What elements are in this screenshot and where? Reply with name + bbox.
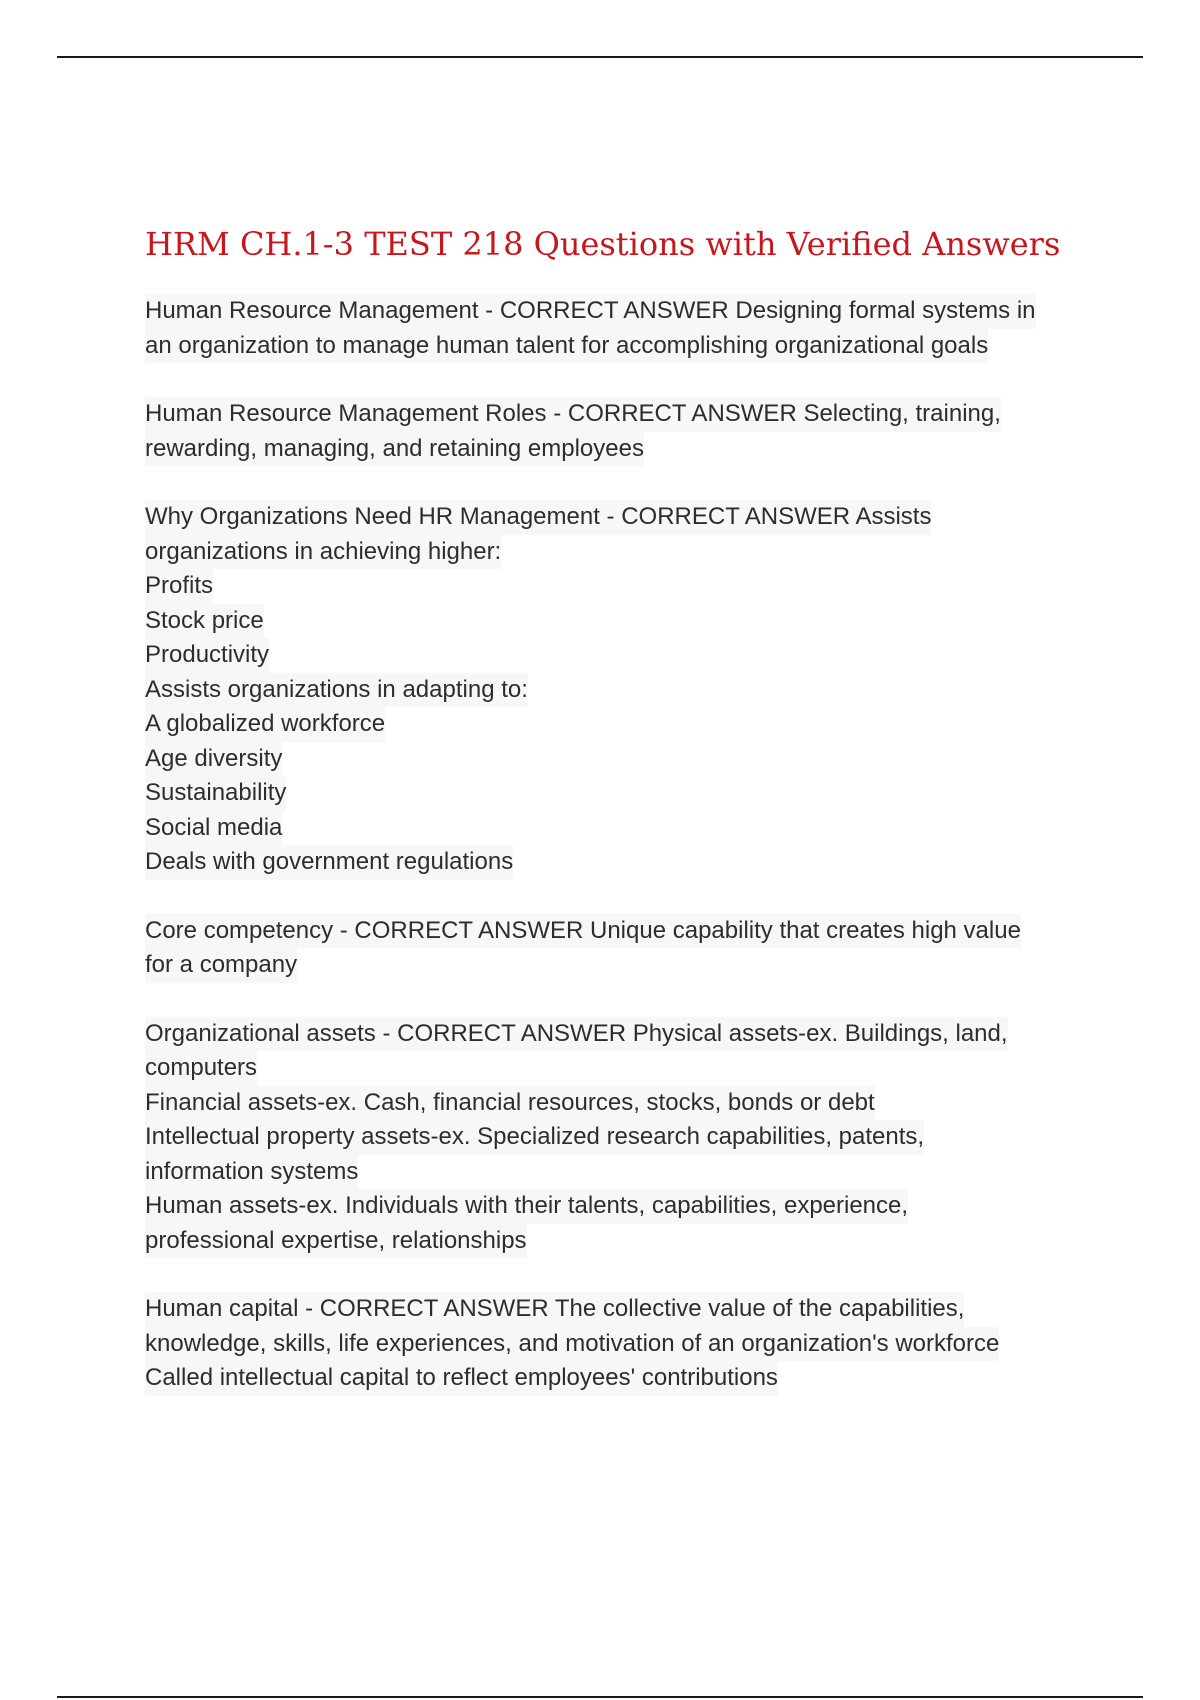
document-body [145, 222, 1085, 1430]
entry-hrm-definition [145, 294, 1085, 363]
entry-line: A globalized workforce [145, 707, 385, 742]
entry-line: computers [145, 1051, 257, 1086]
entry-line: Organizational assets - CORRECT ANSWER Physical assets-ex. Buildings, land, [145, 1017, 1008, 1052]
entry-line: organizations in achieving higher: [145, 535, 501, 570]
entry-line: Core competency - CORRECT ANSWER Unique capability that creates high value [145, 914, 1021, 949]
entry-line: Stock price [145, 604, 264, 639]
entry-human-capital [145, 1292, 1085, 1396]
entry-line: Human Resource Management - CORRECT ANSWER Designing formal systems in [145, 294, 1036, 329]
entry-line: Age diversity [145, 742, 282, 777]
entry-line: Financial assets-ex. Cash, financial resources, stocks, bonds or debt [145, 1086, 875, 1121]
footer-rule [57, 1696, 1143, 1698]
entry-line: Why Organizations Need HR Management - CORRECT ANSWER Assists [145, 500, 931, 535]
entry-line: Sustainability [145, 776, 286, 811]
entry-line: Profits [145, 569, 213, 604]
entry-line: Assists organizations in adapting to: [145, 673, 528, 708]
entry-line: Social media [145, 811, 282, 846]
entry-line: Human capital - CORRECT ANSWER The collective value of the capabilities, [145, 1292, 964, 1327]
entry-line: Human Resource Management Roles - CORRECT ANSWER Selecting, training, [145, 397, 1001, 432]
document-title: HRM CH.1-3 TEST 218 Questions with Verified Answers [145, 225, 1061, 263]
entry-line: Called intellectual capital to reflect employees' contributions [145, 1361, 778, 1396]
entry-line: Productivity [145, 638, 269, 673]
entry-line: information systems [145, 1155, 358, 1190]
entry-line: Intellectual property assets-ex. Specialized research capabilities, patents, [145, 1120, 924, 1155]
entry-line: an organization to manage human talent for accomplishing organizational goals [145, 329, 988, 364]
entry-line: professional expertise, relationships [145, 1224, 527, 1259]
entry-line: Human assets-ex. Individuals with their talents, capabilities, experience, [145, 1189, 908, 1224]
entry-line: for a company [145, 948, 297, 983]
entry-line: knowledge, skills, life experiences, and motivation of an organization's workforce [145, 1327, 999, 1362]
entry-line: rewarding, managing, and retaining employees [145, 432, 644, 467]
entry-line: Deals with government regulations [145, 845, 513, 880]
header-rule [57, 56, 1143, 58]
entry-core-competency [145, 914, 1085, 983]
entry-organizational-assets [145, 1017, 1085, 1259]
entry-hrm-roles [145, 397, 1085, 466]
entry-why-hr [145, 500, 1085, 880]
